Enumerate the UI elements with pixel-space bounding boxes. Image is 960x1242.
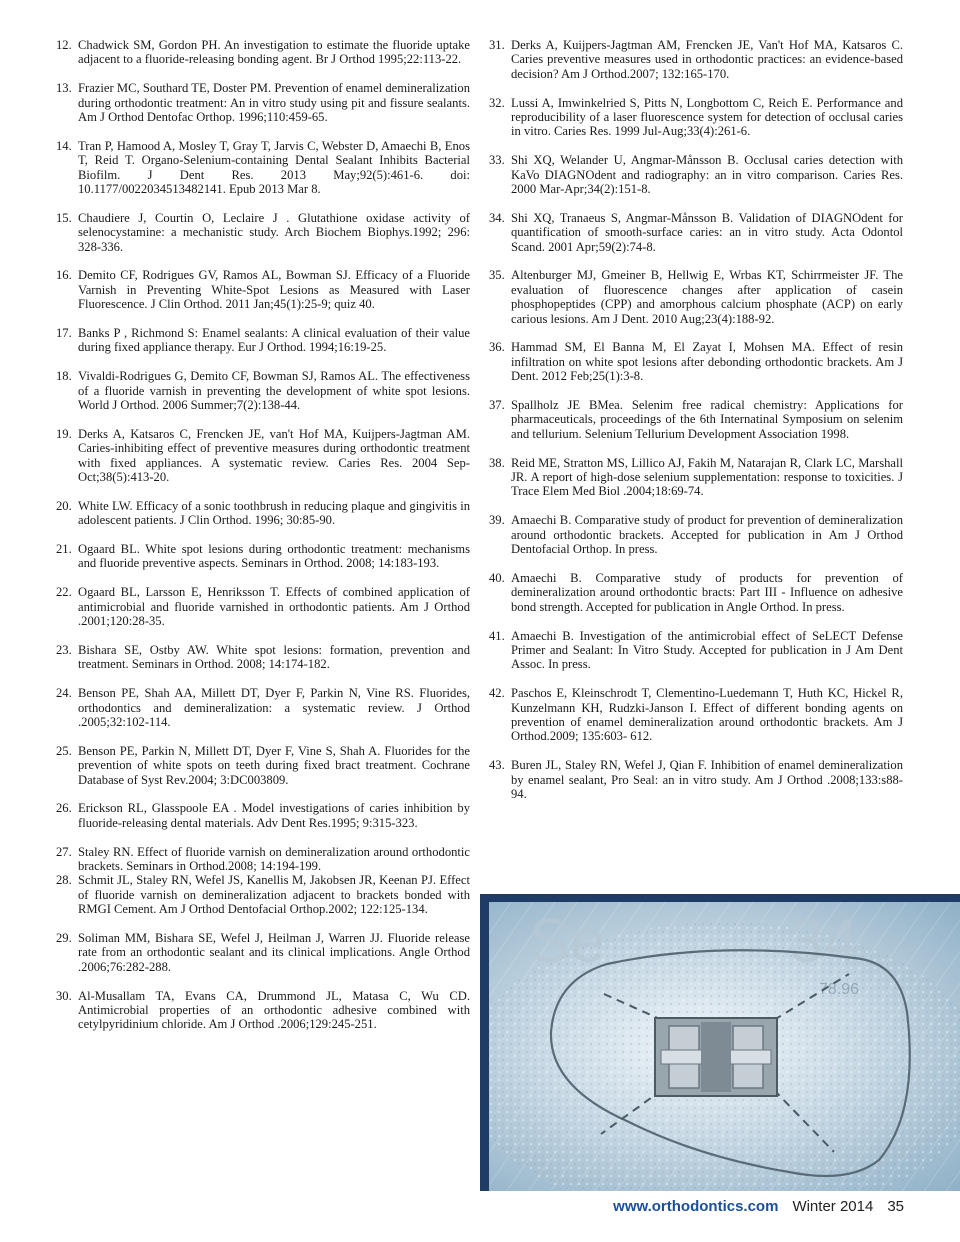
reference-item (489, 153, 903, 196)
reference-number: 41. (489, 628, 505, 643)
reference-item (56, 989, 470, 1032)
reference-text: Lussi A, Imwinkelried S, Pitts N, Longbottom C, Reich E. Performance and reproducibility of a laser fluorescence system for detection of occlusal caries in vitro. Caries Res. 1999 Jul-Aug;33(4):261-6. (511, 95, 903, 139)
reference-text: Amaechi B. Comparative study of product for prevention of demineralization around orthodontic brackets. Accepted for publication in Am J Orthod Dentofacial Orthop. In press. (511, 513, 903, 557)
reference-text: Amaechi B. Investigation of the antimicrobial effect of SeLECT Defense Primer and Sealant: In Vitro Study. Accepted for publication in J Am Dent Assoc. In press. (511, 628, 903, 672)
reference-number: 35. (489, 268, 505, 283)
reference-item (489, 211, 903, 254)
reference-item (489, 398, 903, 441)
reference-number: 40. (489, 570, 505, 585)
reference-text: Tran P, Hamood A, Mosley T, Gray T, Jarvis C, Webster D, Amaechi B, Enos T, Reid T. Organo-Selenium-containing Dental Sealant Inhibits Bacterial Biofilm. J Dent Res. 2013 May;92(5):461-6. doi: 10.1177/0022034513482141. Epub 2013 Mar 8. (78, 138, 470, 197)
reference-number: 12. (56, 38, 72, 52)
reference-item (56, 845, 470, 874)
reference-item (489, 340, 903, 383)
reference-item (489, 268, 903, 326)
reference-number: 23. (56, 642, 72, 657)
reference-text: Ogaard BL. White spot lesions during orthodontic treatment: mechanisms and fluoride preventive aspects. Seminars in Orthod. 2008; 14:183-193. (78, 542, 470, 571)
reference-number: 34. (489, 210, 505, 225)
footer-issue: Winter 2014 (792, 1198, 874, 1215)
reference-text: Frazier MC, Southard TE, Doster PM. Prevention of enamel demineralization during orthodontic treatment: An in vitro study using pit and fissure sealants. Am J Orthod Dentofac Orthop. 1996;110:459-65. (78, 81, 470, 125)
page-footer (613, 1198, 904, 1215)
atomic-mass: 78.96 (819, 981, 860, 998)
reference-text: Benson PE, Parkin N, Millett DT, Dyer F, Vine S, Shah A. Fluorides for the prevention of white spots on teeth during fixed bract treatment. Cochrane Database of Syst Rev.2004; 3:DC003809. (78, 743, 470, 787)
reference-item (489, 96, 903, 139)
footer-website-link[interactable]: www.orthodontics.com (613, 1198, 779, 1215)
reference-text: Chaudiere J, Courtin O, Leclaire J . Glutathione oxidase activity of selenocystamine: a mechanistic study. Arch Biochem Biophys.1992; 296: 328-336. (78, 210, 470, 254)
reference-text: Spallholz JE BMea. Selenim free radical chemistry: Applications for pharmaceuticals, proceedings of the 6th Internatinal Symposium on selenim and tellurium. Selenium Tellurium Development Association 1998. (511, 398, 903, 441)
reference-number: 42. (489, 686, 505, 701)
reference-number: 21. (56, 542, 72, 557)
reference-text: Ogaard BL, Larsson E, Henriksson T. Effects of combined application of antimicrobial and fluoride varnished in orthodontic patients. Am J Orthod .2001;120:28-35. (78, 585, 470, 629)
reference-item (489, 38, 903, 81)
reference-number: 37. (489, 398, 505, 413)
orthodontic-bracket (655, 1018, 777, 1096)
reference-item (56, 268, 470, 311)
reference-number: 38. (489, 455, 505, 470)
references-right-column (489, 38, 903, 816)
reference-item (56, 686, 470, 729)
reference-item (489, 571, 903, 614)
reference-number: 36. (489, 340, 505, 355)
reference-text: Banks P , Richmond S: Enamel sealants: A clinical evaluation of their value during fixed appliance therapy. Eur J Orthod. 1994;16:19-25. (78, 326, 470, 355)
reference-number: 39. (489, 513, 505, 528)
reference-number: 22. (56, 585, 72, 600)
reference-text: White LW. Efficacy of a sonic toothbrush in reducing plaque and gingivitis in adolescent patients. J Clin Orthod. 1996; 30:85-90. (78, 498, 470, 528)
reference-number: 18. (56, 369, 72, 384)
bracket-illustration (489, 902, 960, 1191)
reference-number: 14. (56, 138, 72, 153)
reference-number: 19. (56, 426, 72, 441)
reference-item (56, 542, 470, 571)
reference-item (56, 211, 470, 254)
reference-item (56, 427, 470, 485)
references-left-column (56, 38, 470, 1046)
reference-item (56, 369, 470, 412)
reference-number: 30. (56, 988, 72, 1003)
reference-item (56, 801, 470, 830)
reference-number: 20. (56, 498, 72, 513)
reference-text: Staley RN. Effect of fluoride varnish on demineralization around orthodontic brackets. Seminars in Orthod.2008; 14:194-199. (78, 844, 470, 873)
reference-number: 26. (56, 801, 72, 816)
reference-text: Altenburger MJ, Gmeiner B, Hellwig E, Wrbas KT, Schirrmeister JF. The evaluation of fluorescence changes after application of casein phosphopeptides (CPP) and amorphous calcium phosphate (ACP) on early carious lesions. Am J Dent. 2010 Aug;23(4):188-92. (511, 268, 903, 326)
reference-item (489, 758, 903, 801)
reference-item (56, 744, 470, 787)
reference-text: Al-Musallam TA, Evans CA, Drummond JL, Matasa C, Wu CD. Antimicrobial properties of an orthodontic adhesive combined with cetylpyridinium chloride. Am J Orthod .2006;129:245-251. (78, 988, 470, 1032)
reference-item (56, 643, 470, 672)
reference-text: Vivaldi-Rodrigues G, Demito CF, Bowman SJ, Ramos AL. The effectiveness of a fluoride varnish in preventing the development of white spot lesions. World J Orthod. 2006 Summer;7(2):138-44. (78, 369, 470, 413)
reference-text: Paschos E, Kleinschrodt T, Clementino-Luedemann T, Huth KC, Hickel R, Kunzelmann KH, Rudzki-Janson I. Effect of different bonding agents on prevention of enamel demineralization around orthodontic brackets. Am J Orthod.2009; 135:603- 612. (511, 686, 903, 744)
reference-text: Reid ME, Stratton MS, Lillico AJ, Fakih M, Natarajan R, Clark LC, Marshall JR. A report of high-dose selenium supplementation: response to toxicities. J Trace Elem Med Biol .2004;18:69-74. (511, 455, 903, 499)
reference-item (56, 38, 470, 67)
bracket-photo (489, 902, 960, 1191)
reference-text: Shi XQ, Tranaeus S, Angmar-Månsson B. Validation of DIAGNOdent for quantification of smooth-surface caries: an in vitro study. Acta Odontol Scand. 2001 Apr;59(2):74-8. (511, 210, 903, 254)
reference-item (56, 499, 470, 528)
reference-item (489, 456, 903, 499)
reference-text: Shi XQ, Welander U, Angmar-Månsson B. Occlusal caries detection with KaVo DIAGNOdent and radiography: an in vitro comparison. Caries Res. 2000 Mar-Apr;34(2):151-8. (511, 153, 903, 197)
reference-text: Buren JL, Staley RN, Wefel J, Qian F. Inhibition of enamel demineralization by enamel sealant, Pro Seal: an in vitro study. Am J Orthod .2008;133:s88-94. (511, 758, 903, 801)
atomic-number: 34 (789, 907, 858, 976)
reference-text: Hammad SM, El Banna M, El Zayat I, Mohsen MA. Effect of resin infiltration on white spot lesions after debonding orthodontic brackets. Am J Dent. 2012 Feb;25(1):3-8. (511, 340, 903, 384)
reference-text: Benson PE, Shah AA, Millett DT, Dyer F, Parkin N, Vine RS. Fluorides, orthodontics and demineralization: a systematic review. J Orthod .2005;32:102-114. (78, 686, 470, 729)
reference-item (489, 629, 903, 672)
reference-text: Soliman MM, Bishara SE, Wefel J, Heilman J, Warren JJ. Fluoride release rate from an orthodontic sealant and its clinical implications. Angle Orthod .2006;76:282-288. (78, 930, 470, 974)
reference-item (56, 585, 470, 628)
reference-number: 13. (56, 81, 72, 96)
reference-text: Demito CF, Rodrigues GV, Ramos AL, Bowman SJ. Efficacy of a Fluoride Varnish in Preventing White-Spot Lesions as Measured with Laser Fluorescence. J Clin Orthod. 2011 Jan;45(1):25-9; quiz 40. (78, 268, 470, 312)
reference-text: Derks A, Katsaros C, Frencken JE, van't Hof MA, Kuijpers-Jagtman AM. Caries-inhibiting effect of preventive measures during orthodontic treatment with fixed appliances. A systematic review. Caries Res. 2004 Sep-Oct;38(5):413-20. (78, 426, 470, 485)
reference-number: 32. (489, 95, 505, 110)
reference-item (56, 326, 470, 355)
page-number: 35 (887, 1198, 904, 1215)
reference-text: Erickson RL, Glasspoole EA . Model investigations of caries inhibition by fluoride-releasing dental materials. Adv Dent Res.1995; 9:315-323. (78, 801, 470, 830)
reference-item (489, 513, 903, 556)
reference-number: 31. (489, 38, 505, 52)
reference-text: Derks A, Kuijpers-Jagtman AM, Frencken JE, Van't Hof MA, Katsaros C. Caries preventive measures used in orthodontic practices: an evidence-based decision? Am J Orthod.2007; 132:165-170. (511, 38, 903, 81)
reference-text: Schmit JL, Staley RN, Wefel JS, Kanellis M, Jakobsen JR, Keenan PJ. Effect of fluoride varnish on demineralization adjacent to brackets bonded with RMGI Cement. Am J Orthod Dentofacial Orthop.2002; 122:125-134. (78, 873, 470, 917)
reference-number: 28. (56, 873, 72, 888)
element-symbol: Se (529, 907, 605, 976)
reference-item (56, 139, 470, 197)
reference-number: 15. (56, 210, 72, 225)
reference-item (489, 686, 903, 744)
reference-number: 27. (56, 844, 72, 859)
reference-number: 25. (56, 743, 72, 758)
reference-number: 43. (489, 758, 505, 773)
reference-item (56, 931, 470, 974)
reference-number: 24. (56, 686, 72, 701)
bracket-photo-frame (480, 894, 960, 1191)
reference-item (56, 873, 470, 916)
reference-item (56, 81, 470, 124)
reference-number: 17. (56, 326, 72, 341)
reference-text: Chadwick SM, Gordon PH. An investigation to estimate the fluoride uptake adjacent to a fluoride-releasing bonding agent. Br J Orthod 1995;22:113-22. (78, 38, 470, 67)
reference-number: 33. (489, 153, 505, 168)
reference-number: 16. (56, 268, 72, 283)
reference-text: Bishara SE, Ostby AW. White spot lesions: formation, prevention and treatment. Seminars in Orthod. 2008; 14:174-182. (78, 642, 470, 672)
reference-number: 29. (56, 930, 72, 945)
reference-text: Amaechi B. Comparative study of products for prevention of demineralization around orthodontic bracts: Part III - Influence on adhesive bond strength. Accepted for publication in Angle Orthod. In press. (511, 570, 903, 614)
